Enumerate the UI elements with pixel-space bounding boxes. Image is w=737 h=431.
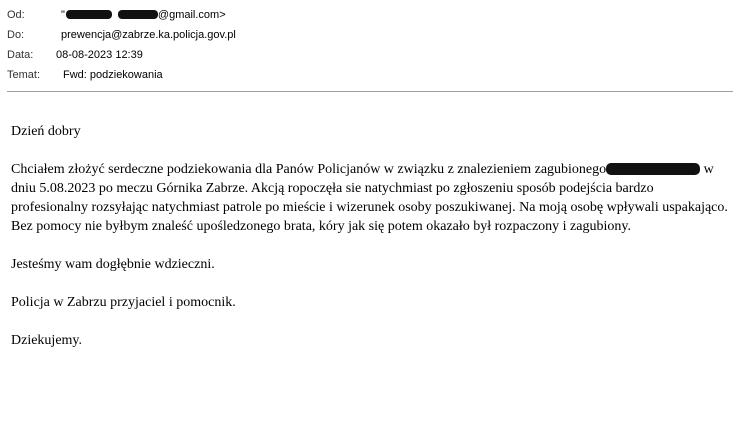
- greeting-paragraph: Dzień dobry: [11, 124, 81, 139]
- police-paragraph: Policja w Zabrzu przyjaciel i pomocnik.: [11, 295, 236, 310]
- subject-label: Temat:: [7, 69, 41, 81]
- redacted-name-block: [66, 10, 112, 19]
- email-header: [0, 0, 737, 90]
- from-quote: ": [61, 9, 65, 21]
- from-value: [61, 8, 226, 23]
- header-divider: [7, 91, 733, 92]
- main-paragraph-rest: w dniu 5.08.2023 po meczu Górnika Zabrze. Akcją ropoczęła sie natychmiast po zgłoszeniu sposób podejścia bardzo profesionalny rozsyłając natychmiast patrole po mieście i wizerunek osoby poszukiwanej. Na moją osobę wpływali uspakająco. Bez pomocy nie byłbym znaleść upośledzonego brata, kóry jak się potem okazało był rozpaczony i zagubiony.: [11, 162, 728, 234]
- main-paragraph-start: Chciałem złożyć serdeczne podziekowania dla Panów Policjanów w związku z znalezieniem zagubionego: [11, 162, 607, 177]
- main-paragraph: [11, 160, 729, 236]
- date-value: 08-08-2023 12:39: [56, 49, 143, 61]
- date-label: Data:: [7, 49, 34, 61]
- to-label: Do:: [7, 29, 25, 41]
- thanks-paragraph: Jesteśmy wam dogłębnie wdzieczni.: [11, 257, 215, 272]
- subject-value: Fwd: podziekowania: [63, 69, 163, 81]
- redacted-text-block: [606, 163, 700, 175]
- closing-paragraph: Dziekujemy.: [11, 333, 83, 348]
- to-value: prewencja@zabrze.ka.policja.gov.pl: [61, 29, 236, 41]
- from-email-domain: @gmail.com>: [157, 9, 226, 21]
- from-label: Od:: [7, 9, 25, 21]
- redacted-email-block: [118, 10, 158, 19]
- email-body: [11, 122, 729, 369]
